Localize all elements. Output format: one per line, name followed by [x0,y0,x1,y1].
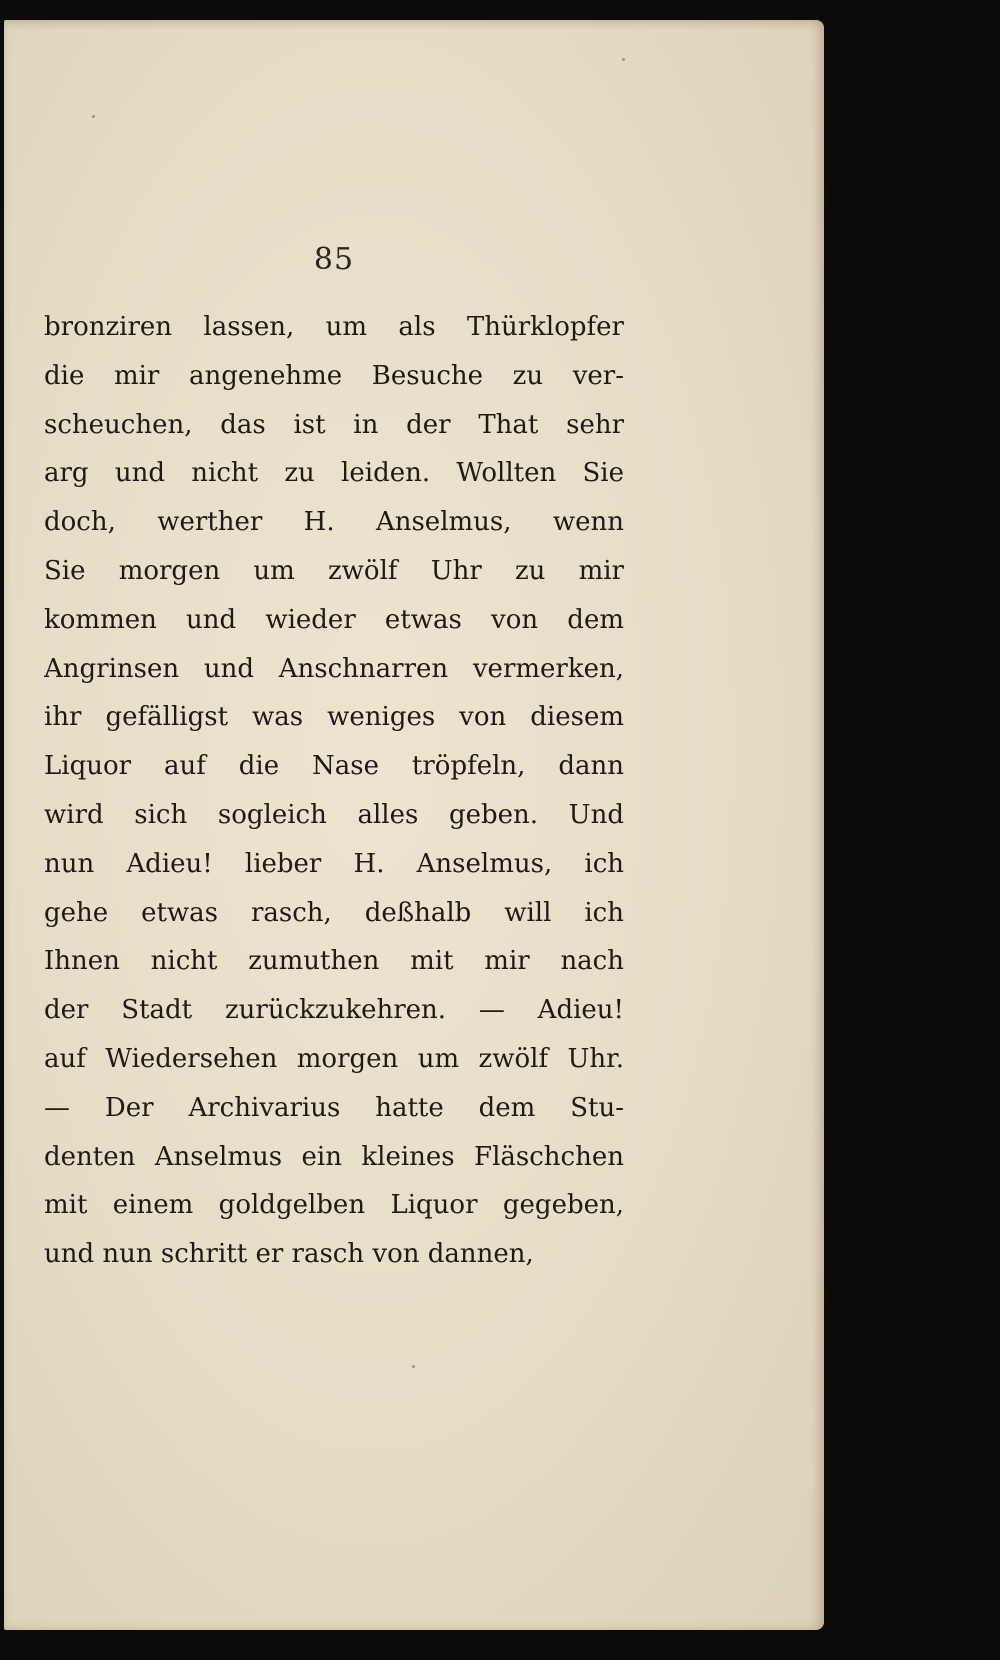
text-line: denten Anselmus ein kleines Fläschchen [44,1141,624,1172]
text-line: Liquor auf die Nase tröpfeln, dann [44,751,624,782]
text-line: mit einem goldgelben Liquor gegeben, [44,1190,624,1221]
book-page [4,20,824,1630]
text-line: arg und nicht zu leiden. Wollten Sie [44,458,624,489]
text-line: die mir angenehme Besuche zu ver- [44,360,624,391]
text-line: der Stadt zurückzukehren. — Adieu! [44,995,624,1026]
paper-speck [412,1365,415,1368]
text-line: Angrinsen und Anschnarren vermerken, [44,653,624,684]
page-number: 85 [313,242,355,277]
text-line: Ihnen nicht zumuthen mit mir nach [44,946,624,977]
body-text [44,303,624,1279]
text-line: gehe etwas rasch, deßhalb will ich [44,897,624,928]
text-line: — Der Archivarius hatte dem Stu- [44,1092,624,1123]
text-line: doch, werther H. Anselmus, wenn [44,507,624,538]
text-line: auf Wiedersehen morgen um zwölf Uhr. [44,1043,624,1074]
text-line: scheuchen, das ist in der That sehr [44,409,624,440]
text-line: Sie morgen um zwölf Uhr zu mir [44,555,624,586]
text-line: wird sich sogleich alles geben. Und [44,799,624,830]
text-line: ihr gefälligst was weniges von diesem [44,702,624,733]
text-line: bronziren lassen, um als Thürklopfer [44,312,624,342]
text-line: nun Adieu! lieber H. Anselmus, ich [44,848,624,879]
paper-speck [92,115,95,118]
text-line: kommen und wieder etwas von dem [44,604,624,635]
text-line: und nun schritt er rasch von dannen, [44,1239,534,1270]
paper-speck [622,58,625,61]
